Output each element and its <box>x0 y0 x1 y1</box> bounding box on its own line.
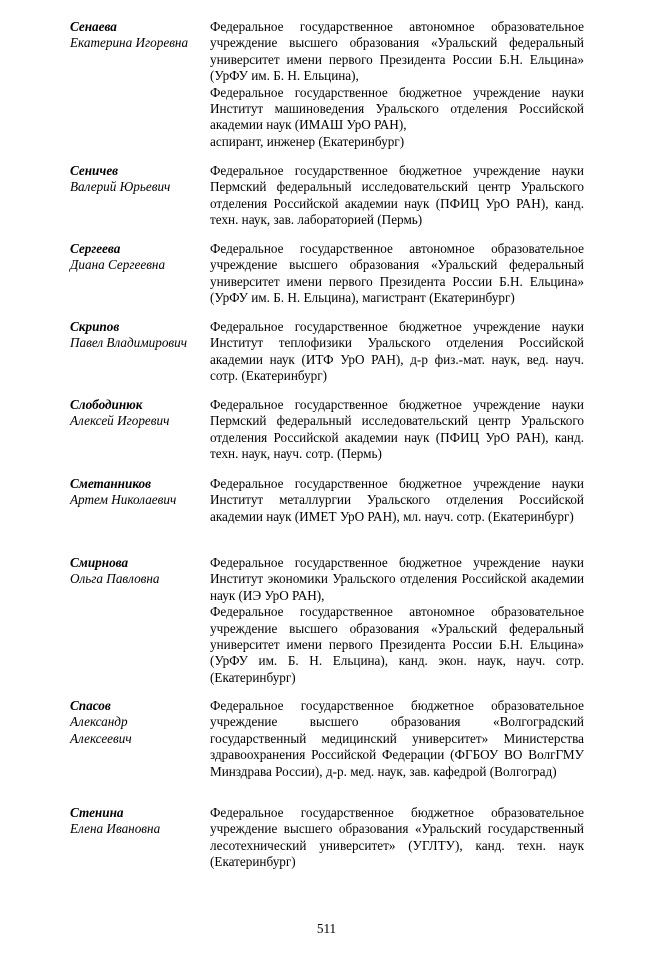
author-name <box>70 241 210 274</box>
affiliation-paragraph: Федеральное государственное бюджетное образовательное учреждение высшего образования «Уральский государственный лесотехнический университет» (УГЛТУ), канд. техн. наук (Екатеринбург) <box>210 805 584 870</box>
author-surname: Сенаева <box>70 19 117 34</box>
author-surname: Сметанников <box>70 476 152 491</box>
author-given-name: Елена Ивановна <box>70 821 161 837</box>
affiliation-paragraph: Федеральное государственное бюджетное учреждение науки Институт экономики Уральского отделения Российской академии наук (ИЭ УрО РАН), <box>210 555 584 603</box>
affiliation-paragraph: Федеральное государственное бюджетное учреждение науки Институт машиноведения Уральского отделения Российской академии наук (ИМАШ УрО РАН), <box>210 84 584 133</box>
author-given-name: Павел Владимирович <box>70 335 188 351</box>
author-given-name: Артем Николаевич <box>70 492 177 508</box>
author-surname: Спасов <box>70 698 111 713</box>
author-given-name: Диана Сергеевна <box>70 257 166 273</box>
author-name <box>70 805 210 838</box>
author-affiliation <box>210 163 584 229</box>
author-given-name: Валерий Юрьевич <box>70 179 171 195</box>
author-name <box>70 555 210 588</box>
author-surname: Стенина <box>70 805 124 820</box>
author-affiliation <box>210 319 584 385</box>
affiliation-paragraph: Федеральное государственное автономное образовательное учреждение высшего образования «Уральский федеральный университет имени первого Президента России Б.Н. Ельцина» (УрФУ им. Б. Н. Ельцина), <box>210 19 584 84</box>
author-affiliation <box>210 476 584 525</box>
author-patronymic: Алексеевич <box>70 730 132 746</box>
author-given-name: Алексей Игоревич <box>70 413 170 429</box>
author-surname: Слободинюк <box>70 397 143 412</box>
author-affiliation <box>210 805 584 871</box>
author-affiliation <box>210 698 584 780</box>
affiliation-paragraph: Федеральное государственное бюджетное учреждение науки Институт теплофизики Уральского отделения Российской академии наук (ИТФ УрО РАН), д-р физ.-мат. наук, вед. науч. сотр. (Екатеринбург) <box>210 319 584 384</box>
author-name <box>70 397 210 430</box>
author-affiliation <box>210 397 584 463</box>
author-affiliation <box>210 555 584 686</box>
affiliation-paragraph: Федеральное государственное автономное образовательное учреждение высшего образования «Уральский федеральный университет имени первого Президента России Б.Н. Ельцина» (УрФУ им. Б. Н. Ельцина), магистрант (Екатеринбург) <box>210 241 584 306</box>
author-surname: Сергеева <box>70 241 121 256</box>
author-given-name: Екатерина Игоревна <box>70 35 189 51</box>
affiliation-paragraph: Федеральное государственное бюджетное учреждение науки Институт металлургии Уральского отделения Российской академии наук (ИМЕТ УрО РАН), мл. науч. сотр. (Екатеринбург) <box>210 476 584 524</box>
affiliation-paragraph: аспирант, инженер (Екатеринбург) <box>210 133 405 149</box>
author-name <box>70 19 210 52</box>
author-affiliation <box>210 19 584 150</box>
author-surname: Сеничев <box>70 163 119 178</box>
author-name <box>70 476 210 509</box>
affiliation-paragraph: Федеральное государственное бюджетное учреждение науки Пермский федеральный исследовательский центр Уральского отделения Российской академии наук (ПФИЦ УрО РАН), канд. техн. наук, науч. сотр. (Пермь) <box>210 397 584 462</box>
affiliation-paragraph: Федеральное государственное бюджетное образовательное учреждение высшего образования «Волгоградский государственный медицинский университет» Министерства здравоохранения Российской Федерации (ФГБОУ ВО ВолгГМУ Минздрава России), д-р. мед. наук, зав. кафедрой (Волгоград) <box>210 698 584 779</box>
author-affiliation <box>210 241 584 307</box>
affiliation-paragraph: Федеральное государственное бюджетное учреждение науки Пермский федеральный исследовательский центр Уральского отделения Российской академии наук (ПФИЦ УрО РАН), канд. техн. наук, зав. лабораторией (Пермь) <box>210 163 584 228</box>
author-given-name: Ольга Павловна <box>70 571 160 587</box>
author-surname: Смирнова <box>70 555 129 570</box>
author-name <box>70 319 210 352</box>
author-name <box>70 163 210 196</box>
author-name <box>70 698 210 747</box>
page-number: 511 <box>316 921 337 936</box>
affiliation-paragraph: Федеральное государственное автономное образовательное учреждение высшего образования «Уральский федеральный университет имени первого Президента России Б.Н. Ельцина» (УрФУ им. Б. Н. Ельцина), канд. экон. наук, науч. сотр. (Екатеринбург) <box>210 604 584 685</box>
author-surname: Скрипов <box>70 319 120 334</box>
author-given-name: Александр <box>70 714 128 730</box>
